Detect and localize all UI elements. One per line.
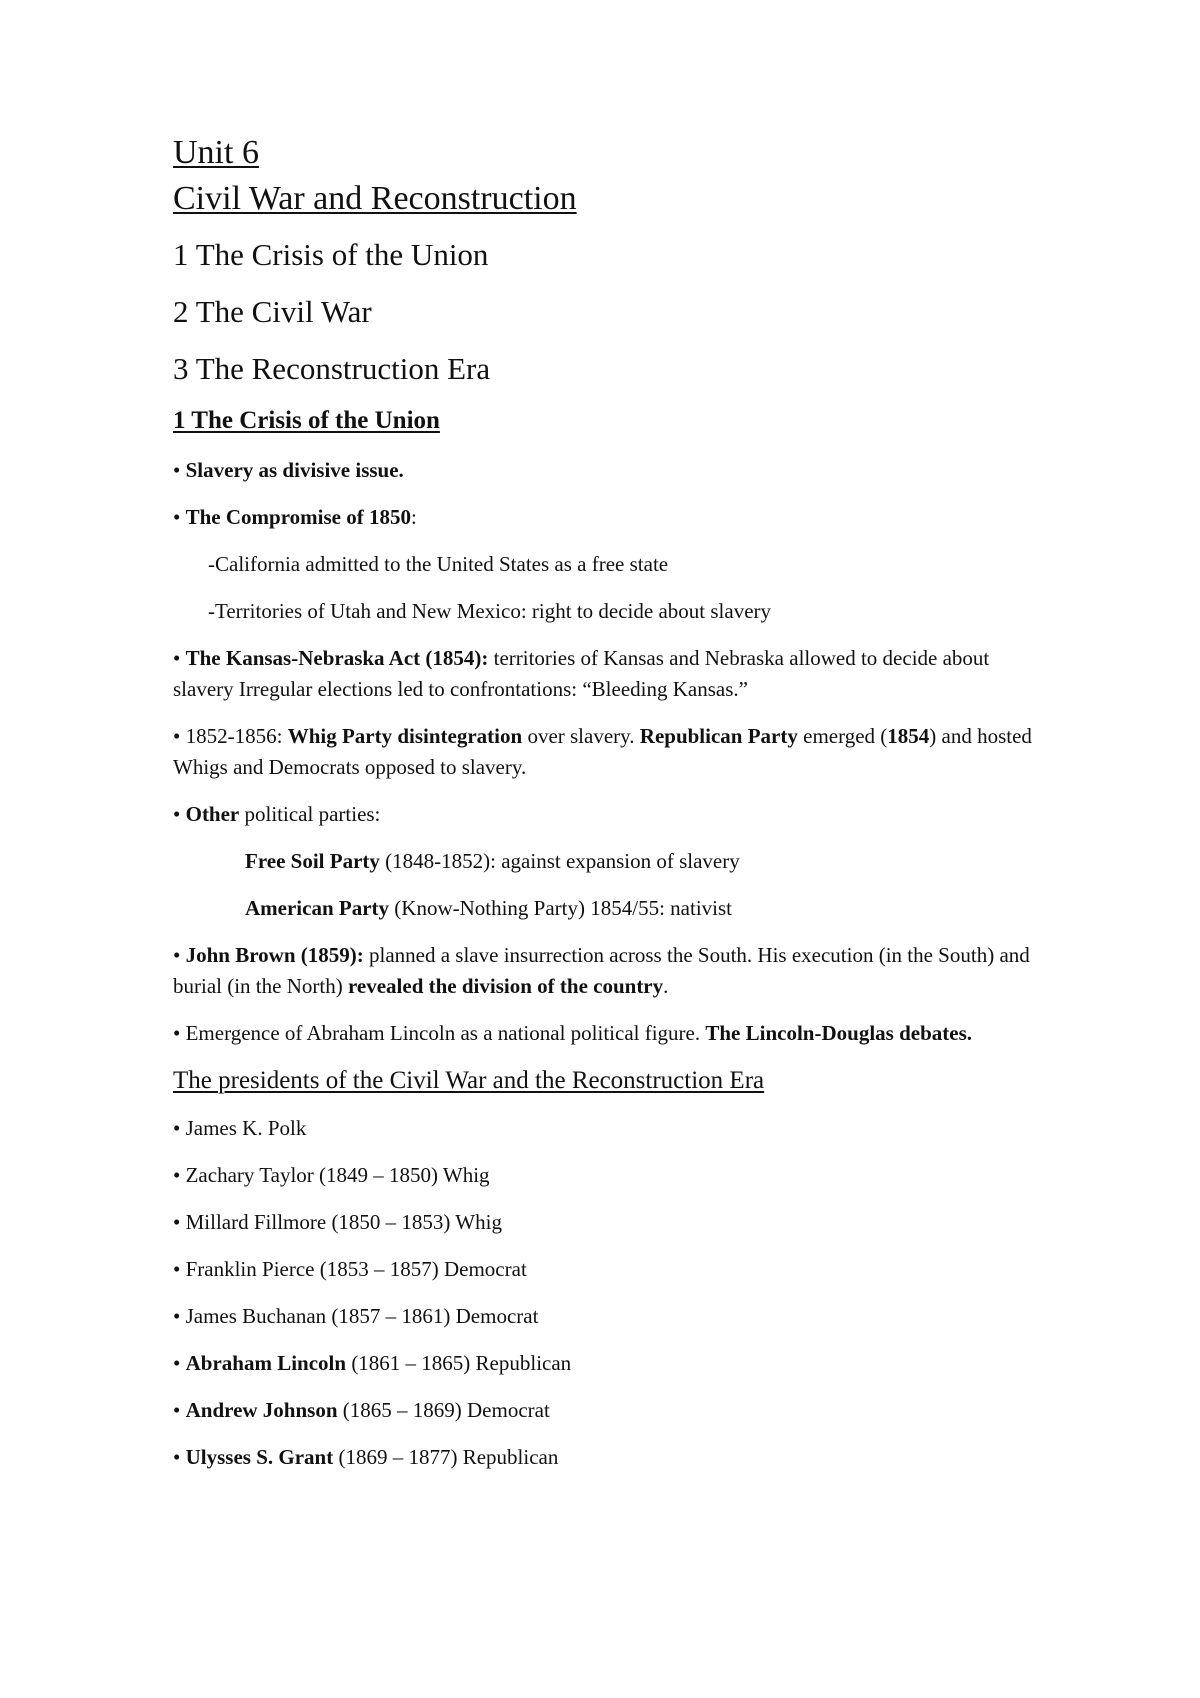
bullet-mark: •: [173, 646, 186, 670]
bullet-text: planned a slave insurrection across the South. His execution (in the South) and burial (in the North): [173, 943, 1030, 998]
party-american: [173, 893, 1053, 924]
bullet-mark: •: [173, 802, 186, 826]
president-item: [173, 1301, 1053, 1332]
bullet-mark: •: [173, 1304, 186, 1328]
bullet-mark: •: [173, 458, 186, 482]
bullet-mark: •: [173, 1398, 186, 1422]
president-name: Ulysses S. Grant: [185, 1445, 334, 1469]
bullet-whig-party: [173, 721, 1053, 783]
bullet-mark: •: [173, 1257, 186, 1281]
president-term: (1850 – 1853) Whig: [326, 1210, 502, 1234]
president-item: [173, 1113, 1053, 1144]
document-page: [173, 130, 1053, 1489]
president-term: (1857 – 1861) Democrat: [326, 1304, 539, 1328]
bullet-bold-text: revealed the division of the country: [347, 974, 664, 998]
bullet-text: over slavery.: [522, 724, 640, 748]
document-title: Civil War and Reconstruction: [173, 180, 577, 217]
bullet-text: • Emergence of Abraham Lincoln as a national political figure.: [173, 1021, 706, 1045]
bullet-mark: •: [173, 943, 186, 967]
president-term: (1853 – 1857) Democrat: [314, 1257, 527, 1281]
party-name: Free Soil Party: [245, 849, 380, 873]
bullet-kansas-nebraska: [173, 643, 1053, 705]
toc-item-1: 1 The Crisis of the Union: [173, 237, 489, 272]
bullet-bold-text: Slavery as divisive issue.: [185, 458, 404, 482]
compromise-item-territories: -Territories of Utah and New Mexico: right to decide about slavery: [208, 599, 772, 623]
party-name: American Party: [245, 896, 390, 920]
president-name: Millard Fillmore: [185, 1210, 327, 1234]
bullet-text: political parties:: [239, 802, 381, 826]
bullet-lincoln-emergence: [173, 1018, 1053, 1049]
bullet-other-parties: [173, 799, 1053, 830]
bullet-john-brown: [173, 940, 1053, 1002]
bullet-mark: •: [173, 1210, 186, 1234]
president-item: [173, 1442, 1053, 1473]
bullet-bold-text: Republican Party: [639, 724, 798, 748]
bullet-text: • 1852-1856:: [173, 724, 288, 748]
president-item: [173, 1395, 1053, 1426]
president-name: Zachary Taylor: [185, 1163, 314, 1187]
president-name: Abraham Lincoln: [185, 1351, 347, 1375]
bullet-text: ) and hosted Whigs and Democrats opposed to slavery.: [173, 724, 1032, 779]
president-term: (1861 – 1865) Republican: [346, 1351, 572, 1375]
section-heading-presidents: The presidents of the Civil War and the Reconstruction Era: [173, 1067, 765, 1094]
bullet-bold-text: The Compromise of 1850: [185, 505, 411, 529]
president-name: James Buchanan: [185, 1304, 327, 1328]
president-name: Andrew Johnson: [185, 1398, 338, 1422]
unit-title: Unit 6: [173, 134, 259, 171]
bullet-slavery: [173, 455, 1053, 486]
bullet-compromise: [173, 502, 1053, 533]
president-item: [173, 1254, 1053, 1285]
president-item: [173, 1348, 1053, 1379]
bullet-mark: •: [173, 505, 186, 529]
toc-item-3: 3 The Reconstruction Era: [173, 351, 491, 386]
bullet-mark: •: [173, 1445, 186, 1469]
bullet-mark: •: [173, 1163, 186, 1187]
bullet-bold-text: Other: [185, 802, 240, 826]
bullet-mark: •: [173, 1351, 186, 1375]
toc-item-2: 2 The Civil War: [173, 294, 372, 329]
bullet-text: territories of Kansas and Nebraska allowed to decide about slavery Irregular elections led to confrontations: “Bleeding Kansas.”: [173, 646, 990, 701]
bullet-text: :: [410, 505, 417, 529]
president-item: [173, 1160, 1053, 1191]
president-name: James K. Polk: [185, 1116, 307, 1140]
president-item: [173, 1207, 1053, 1238]
party-free-soil: [173, 846, 1053, 877]
bullet-bold-text: The Kansas-Nebraska Act (1854):: [185, 646, 489, 670]
bullet-text: .: [663, 974, 669, 998]
president-term: (1869 – 1877) Republican: [333, 1445, 559, 1469]
bullet-bold-text: 1854: [887, 724, 930, 748]
bullet-bold-text: Whig Party disintegration: [287, 724, 523, 748]
bullet-mark: •: [173, 1116, 186, 1140]
bullet-text: emerged (: [797, 724, 888, 748]
bullet-bold-text: The Lincoln-Douglas debates.: [705, 1021, 972, 1045]
president-term: (1865 – 1869) Democrat: [337, 1398, 550, 1422]
compromise-item-california: -California admitted to the United States as a free state: [208, 552, 669, 576]
party-description: (1848-1852): against expansion of slavery: [379, 849, 740, 873]
party-description: (Know-Nothing Party) 1854/55: nativist: [389, 896, 733, 920]
president-term: (1849 – 1850) Whig: [313, 1163, 490, 1187]
section-heading-crisis: 1 The Crisis of the Union: [173, 407, 440, 434]
bullet-bold-text: John Brown (1859):: [185, 943, 364, 967]
president-name: Franklin Pierce: [185, 1257, 315, 1281]
